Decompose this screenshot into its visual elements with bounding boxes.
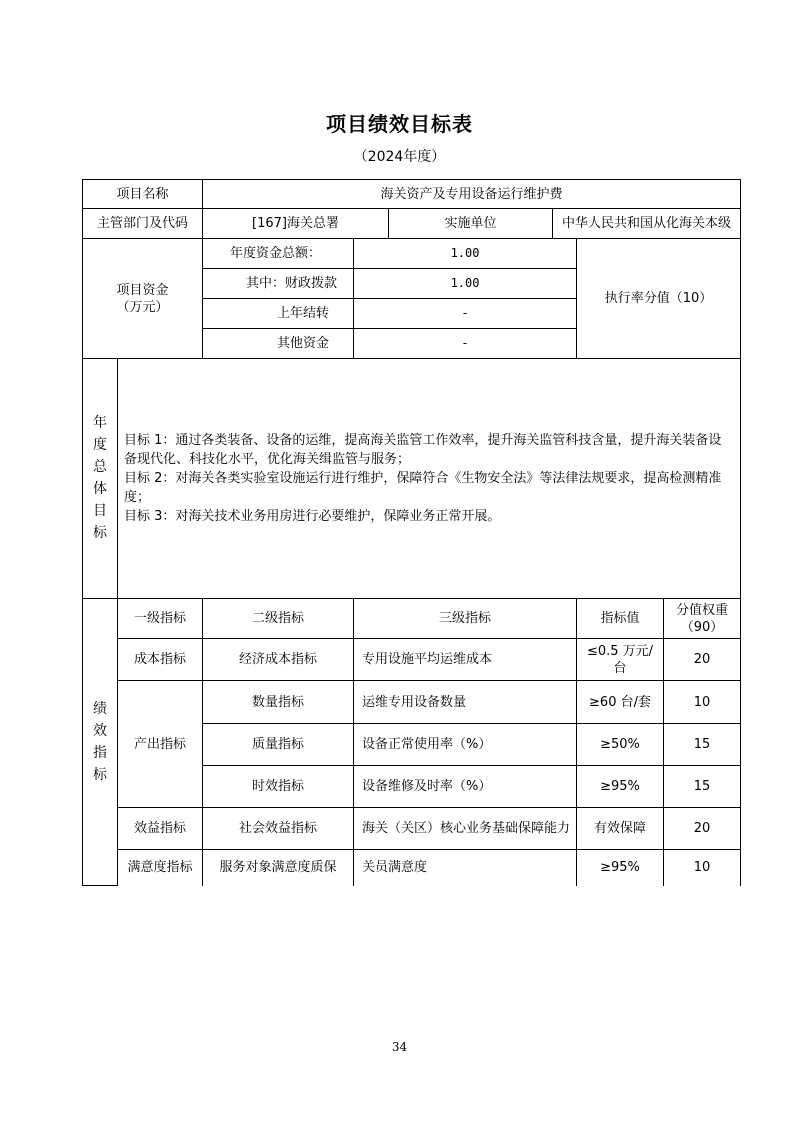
value-cell: ≤0.5 万元/台: [577, 639, 664, 681]
annual-goal-row: [83, 359, 741, 599]
level2-cell: 社会效益指标: [203, 808, 354, 850]
level3-cell: 专用设施平均运维成本: [354, 639, 577, 681]
header-level3: 三级指标: [354, 599, 577, 639]
indicators-label: 绩效指标: [83, 599, 118, 886]
funds-label: 项目资金（万元）: [83, 239, 203, 359]
level2-cell: 经济成本指标: [203, 639, 354, 681]
annual-goal-label: 年度总体目标: [83, 359, 118, 599]
header-weight: 分值权重（90）: [664, 599, 741, 639]
funds-row-value: 1.00: [354, 269, 577, 299]
level3-cell: 设备正常使用率（%）: [354, 724, 577, 766]
header-value: 指标值: [577, 599, 664, 639]
level1-cell: 产出指标: [118, 681, 203, 808]
department-label: 主管部门及代码: [83, 209, 203, 239]
value-cell: 有效保障: [577, 808, 664, 850]
level1-cell: 效益指标: [118, 808, 203, 850]
implementing-unit-value: 中华人民共和国从化海关本级: [553, 209, 741, 239]
level1-cell: 成本指标: [118, 639, 203, 681]
funds-row: [83, 239, 741, 269]
exec-rate-label: 执行率分值（10）: [577, 239, 741, 359]
level3-cell: 运维专用设备数量: [354, 681, 577, 724]
goal-line: 目标 1：通过各类装备、设备的运维，提高海关监管工作效率，提升海关监管科技含量，提升海关装备设备现代化、科技化水平，优化海关缉监管与服务；: [124, 433, 722, 467]
department-row: [83, 209, 741, 239]
level3-cell: 海关（关区）核心业务基础保障能力: [354, 808, 577, 850]
funds-row-label: 其中：财政拨款: [203, 269, 354, 299]
performance-target-table: [82, 179, 741, 886]
level3-cell: 设备维修及时率（%）: [354, 766, 577, 808]
implementing-unit-label: 实施单位: [389, 209, 553, 239]
funds-row-value: -: [354, 329, 577, 359]
level2-cell: 数量指标: [203, 681, 354, 724]
level2-cell: 服务对象满意度质保: [203, 850, 354, 886]
page-subtitle: （2024年度）: [353, 149, 446, 165]
page-number: 34: [391, 1040, 408, 1054]
level2-cell: 质量指标: [203, 724, 354, 766]
funds-row-label: 年度资金总额：: [203, 239, 354, 269]
indicator-row: [83, 850, 741, 886]
level3-cell: 关员满意度: [354, 850, 577, 886]
project-name-label: 项目名称: [83, 180, 203, 209]
weight-cell: 20: [664, 808, 741, 850]
weight-cell: 20: [664, 639, 741, 681]
funds-row-value: 1.00: [354, 239, 577, 269]
header-level1: 一级指标: [118, 599, 203, 639]
funds-row-label: 上年结转: [203, 299, 354, 329]
weight-cell: 10: [664, 681, 741, 724]
header-level2: 二级指标: [203, 599, 354, 639]
level2-cell: 时效指标: [203, 766, 354, 808]
indicator-header-row: [83, 599, 741, 639]
goal-line: 目标 3：对海关技术业务用房进行必要维护，保障业务正常开展。: [124, 509, 501, 524]
annual-goal-content: [118, 359, 741, 599]
goal-line: 目标 2：对海关各类实验室设施运行进行维护，保障符合《生物安全法》等法律法规要求，提高检测精准度；: [124, 471, 722, 505]
value-cell: ≥95%: [577, 850, 664, 886]
value-cell: ≥60 台/套: [577, 681, 664, 724]
value-cell: ≥95%: [577, 766, 664, 808]
indicator-row: [83, 681, 741, 724]
department-value: [167]海关总署: [203, 209, 389, 239]
funds-row-label: 其他资金: [203, 329, 354, 359]
level1-cell: 满意度指标: [118, 850, 203, 886]
project-name-value: 海关资产及专用设备运行维护费: [203, 180, 741, 209]
indicator-row: [83, 639, 741, 681]
funds-row-value: -: [354, 299, 577, 329]
weight-cell: 10: [664, 850, 741, 886]
page-title: 项目绩效目标表: [326, 112, 473, 136]
indicator-row: [83, 808, 741, 850]
project-name-row: [83, 180, 741, 209]
weight-cell: 15: [664, 724, 741, 766]
weight-cell: 15: [664, 766, 741, 808]
value-cell: ≥50%: [577, 724, 664, 766]
